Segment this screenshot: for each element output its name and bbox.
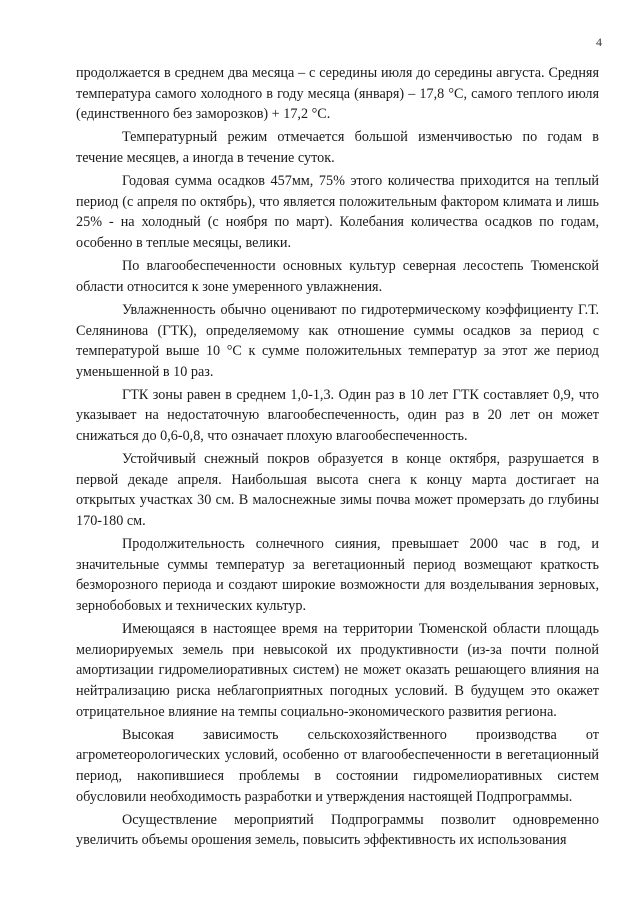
paragraph-implementation: Осуществление мероприятий Подпрограммы позволит одновременно увеличить объемы орошения земель, повысить эффективность их использования <box>76 811 599 849</box>
paragraph-dependence: Высокая зависимость сельскохозяйственного производства от агрометеорологических условий, особенно от влагообеспеченности в вегетационный период, накопившиеся проблемы в состоянии гидромелиоративных систем обусловили необходимость разработки и утверждения настоящей Подпрограммы. <box>76 726 599 805</box>
paragraph-continuation: продолжается в среднем два месяца – с середины июля до середины августа. Средняя температура самого холодного в году месяца (января) – 17,8 °С, самого теплого июля (единственного без заморозков) + 17,2 °С. <box>76 65 599 123</box>
paragraph-moisture-zone: По влагообеспеченности основных культур северная лесостепь Тюменской области относится к зоне умеренного увлажнения. <box>76 258 599 295</box>
paragraph-temperature-regime: Температурный режим отмечается большой изменчивостью по годам в течение месяцев, а иногда в течение суток. <box>76 129 599 166</box>
paragraph-htc-definition: Увлажненность обычно оценивают по гидротермическому коэффициенту Г.Т. Селянинова (ГТК), определяемому как отношение суммы осадков за период с температурой выше 10 °С к сумме положительных температур за этот же период уменьшенной в 10 раз. <box>76 301 599 380</box>
paragraph-sunshine: Продолжительность солнечного сияния, превышает 2000 час в год, и значительные суммы температур за вегетационный период возмещают краткость безморозного периода и создают широкие возможности для возделывания зерновых, зернобобовых и технических культур. <box>76 536 599 614</box>
document-body <box>76 63 599 854</box>
page-number: 4 <box>596 35 602 49</box>
paragraph-htc-values: ГТК зоны равен в среднем 1,0-1,3. Один раз в 10 лет ГТК составляет 0,9, что указывает на недостаточную влагообеспеченность, один раз в 20 лет он может снижаться до 0,6-0,8, что означает плохую влагообеспеченность. <box>76 386 599 445</box>
paragraph-precipitation: Годовая сумма осадков 457мм, 75% этого количества приходится на теплый период (с апреля по октябрь), что является положительным фактором климата и лишь 25% - на холодный (с ноября по март). Колебания количества осадков по годам, особенно в теплые месяцы, велики. <box>76 173 599 251</box>
paragraph-reclaimed-land: Имеющаяся в настоящее время на территории Тюменской области площадь мелиорируемых земель при невысокой их продуктивности (из-за почти полной амортизации гидромелиоративных систем) не может оказать решающего влияния на нейтрализацию риска неблагоприятных погодных условий. В будущем это окажет отрицательное влияние на темпы социально-экономического развития региона. <box>76 621 599 720</box>
paragraph-snow-cover: Устойчивый снежный покров образуется в конце октября, разрушается в первой декаде апреля. Наибольшая высота снега к концу марта достигает на открытых участках 30 см. В малоснежные зимы почва может промерзать до глубины 170-180 см. <box>76 451 599 530</box>
